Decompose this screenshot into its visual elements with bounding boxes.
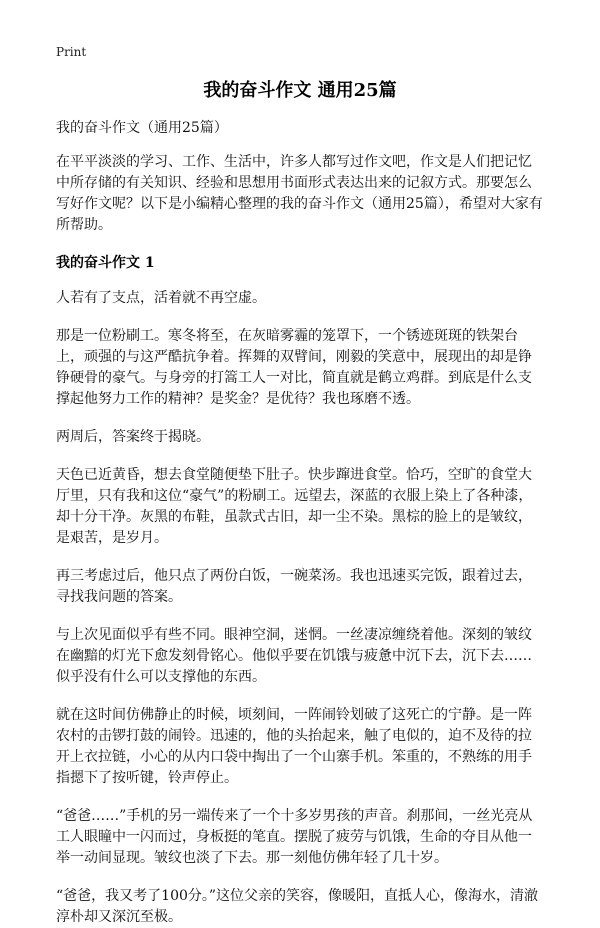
intro-paragraph: 在平平淡淡的学习、工作、生活中，许多人都写过作文吧，作文是人们把记忆中所存储的有关知识、经验和思想用书面形式表达出来的记叙方式。那要怎么写好作文呢？以下是小编精心整理的我的奋斗作文（通用25篇），希望对大家有所帮助。 xyxy=(56,154,543,233)
article-subtitle: 我的奋斗作文（通用25篇） xyxy=(56,120,228,136)
paragraph: “爸爸，我又考了100分。”这位父亲的笑容，像暖阳，直抵人心，像海水，清澈淳朴却又深沉至极。 xyxy=(56,888,539,925)
paragraph: 天色已近黄昏，想去食堂随便垫下肚子。快步蹿进食堂。恰巧，空旷的食堂大厅里，只有我和这位“豪气”的粉刷工。远望去，深蓝的衣服上染上了各种漆，却十分干净。灰黑的布鞋，虽款式古旧，却一尘不染。黑棕的脸上的是皱纹，是艰苦，是岁月。 xyxy=(56,467,533,546)
page-title: 我的奋斗作文 通用25篇 xyxy=(203,80,397,101)
paragraph: 就在这时间仿佛静止的时候，顷刻间，一阵闹铃划破了这死亡的宁静。是一阵农村的击锣打鼓的闹铃。迅速的，他的头抬起来，触了电似的，迫不及待的拉开上衣拉链，小心的从内口袋中掏出了一个山寨手机。笨重的，不熟练的用手指摁下了按听键，铃声停止。 xyxy=(56,707,532,786)
print-link[interactable]: Print xyxy=(56,45,87,59)
paragraph: 再三考虑过后，他只点了两份白饭，一碗菜汤。我也迅速买完饭，跟着过去，寻找我问题的答案。 xyxy=(56,568,532,605)
paragraph: 那是一位粉刷工。寒冬将至，在灰暗雾霾的笼罩下，一个锈迹斑斑的铁架台上，顽强的与这严酷抗争着。挥舞的双臂间，刚毅的笑意中，展现出的却是铮铮硬骨的豪气。与身旁的打篙工人一对比，简直就是鹤立鸡群。到底是什么支撑起他努力工作的精神？是奖金？是优待？我也琢磨不透。 xyxy=(56,328,532,407)
article-body xyxy=(56,118,544,928)
paragraph: 与上次见面似乎有些不同。眼神空洞，迷惘。一丝凄凉缠绕着他。深刻的皱纹在幽黯的灯光下愈发刻骨铭心。他似乎要在饥饿与疲惫中沉下去，沉下去……似乎没有什么可以支撑他的东西。 xyxy=(56,627,532,685)
paragraph: “爸爸……”手机的另一端传来了一个十多岁男孩的声音。刹那间，一丝光亮从工人眼瞳中一闪而过，身板挺的笔直。摆脱了疲劳与饥饿，生命的夺目从他一举一动间显现。皱纹也淡了下去。那一刻他仿佛年轻了几十岁。 xyxy=(56,808,533,866)
paragraph: 两周后，答案终于揭晓。 xyxy=(56,429,210,445)
paragraph: 人若有了支点，活着就不再空虚。 xyxy=(56,290,266,306)
section-heading: 我的奋斗作文 1 xyxy=(56,255,155,271)
